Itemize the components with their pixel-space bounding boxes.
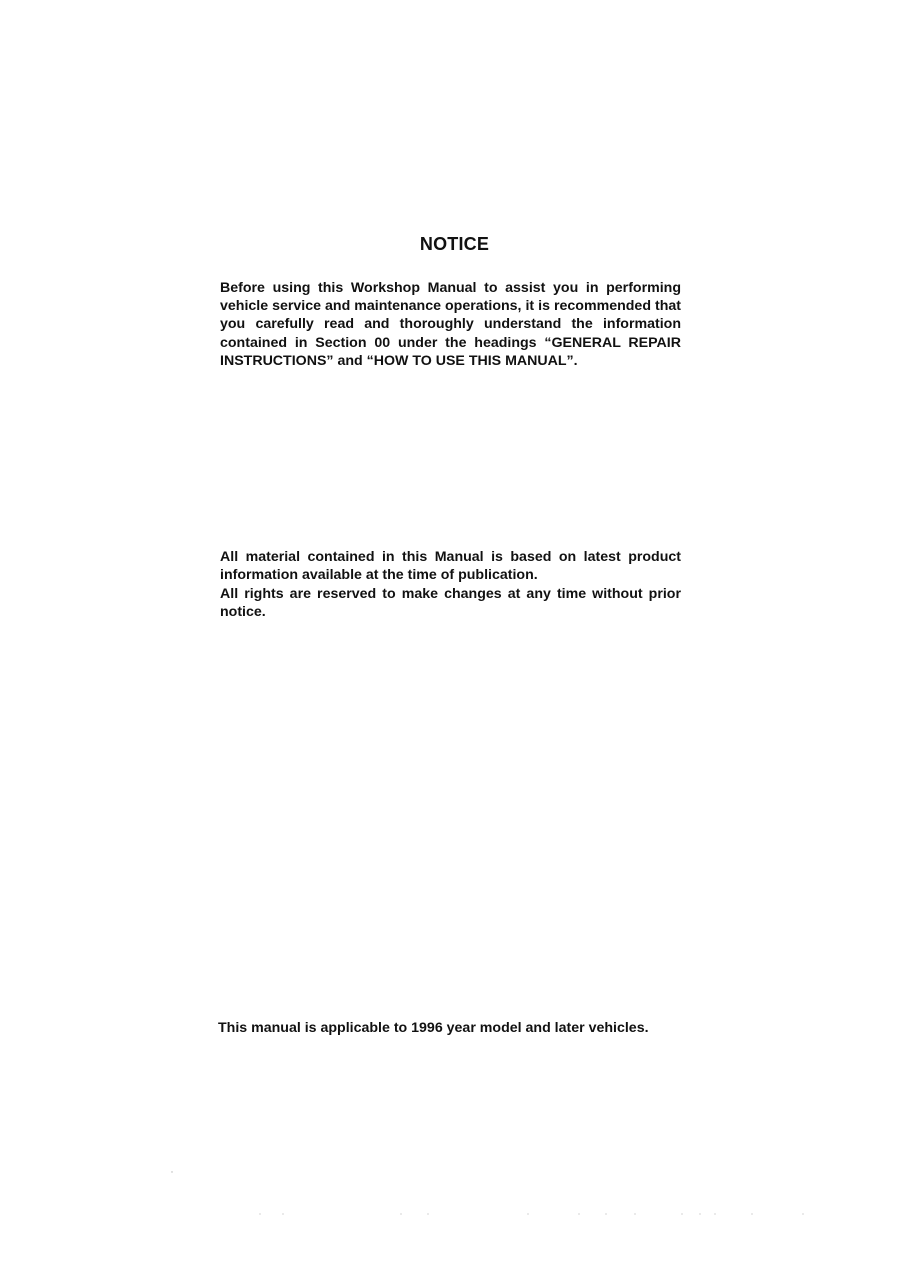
material-disclaimer: All material contained in this Manual is based on latest product information available at the time of publication. [220,549,681,584]
applicability-statement: This manual is applicable to 1996 year model and later vehicles. [218,1020,649,1036]
rights-disclaimer: All rights are reserved to make changes at any time without prior notice. [220,586,681,621]
notice-paragraph: Before using this Workshop Manual to assist you in performing vehicle service and maintenance operations, it is recommended that you carefully read and thoroughly understand the information contained in Section 00 under the headings “GENERAL REPAIR INSTRUCTIONS” and “HOW TO USE THIS MANUAL”. [220,280,681,369]
notice-title: NOTICE [419,234,490,254]
